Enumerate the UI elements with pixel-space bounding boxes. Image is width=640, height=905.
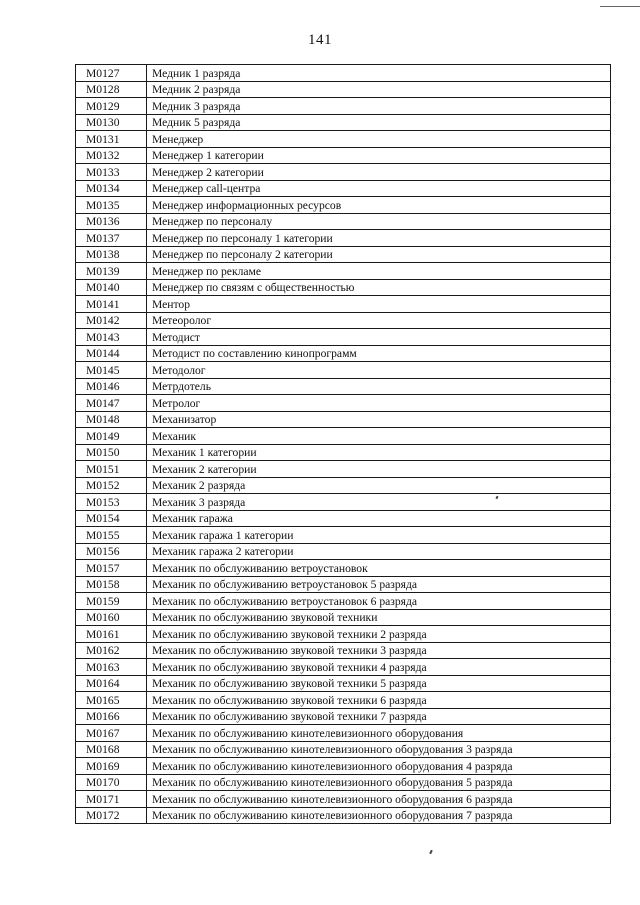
occupation-name: Механик по обслуживанию ветроустановок 6 разряда [147,593,611,610]
occupation-name: Медник 5 разряда [147,114,611,131]
occupation-code: M0127 [76,65,147,82]
occupation-name: Менеджер call-центра [147,180,611,197]
occupation-name: Механик 2 разряда [147,477,611,494]
table-row [76,510,611,527]
table-row [76,98,611,115]
occupation-code: M0139 [76,263,147,280]
occupation-code: M0132 [76,147,147,164]
occupation-name: Метролог [147,395,611,412]
occupation-code: M0170 [76,774,147,791]
scan-edge-line [600,6,640,7]
occupation-code: M0141 [76,296,147,313]
table-row [76,807,611,824]
table-row [76,543,611,560]
occupation-code: M0151 [76,461,147,478]
table-row [76,560,611,577]
occupation-name: Медник 1 разряда [147,65,611,82]
occupation-name: Методолог [147,362,611,379]
occupation-name: Механик по обслуживанию звуковой техники 5 разряда [147,675,611,692]
occupation-code: M0143 [76,329,147,346]
occupation-code: M0154 [76,510,147,527]
occupation-code: M0163 [76,659,147,676]
table-row [76,230,611,247]
table-row [76,131,611,148]
table-row [76,461,611,478]
occupation-name: Механик 2 категории [147,461,611,478]
occupation-code: M0161 [76,626,147,643]
occupation-code: M0172 [76,807,147,824]
occupation-code: M0169 [76,758,147,775]
table-row [76,708,611,725]
occupation-name: Механик по обслуживанию кинотелевизионного оборудования 7 разряда [147,807,611,824]
occupation-name: Механик по обслуживанию звуковой техники 6 разряда [147,692,611,709]
table-row [76,609,611,626]
occupation-name: Механик по обслуживанию ветроустановок 5 разряда [147,576,611,593]
occupation-name: Механик по обслуживанию кинотелевизионного оборудования 5 разряда [147,774,611,791]
table-row [76,362,611,379]
occupation-code: M0153 [76,494,147,511]
table-row [76,692,611,709]
occupation-name: Менеджер по рекламе [147,263,611,280]
occupation-code: M0134 [76,180,147,197]
table-row [76,263,611,280]
occupation-code: M0148 [76,411,147,428]
table-row [76,65,611,82]
occupation-code: M0135 [76,197,147,214]
occupation-name: Механик гаража 1 категории [147,527,611,544]
occupation-code: M0160 [76,609,147,626]
table-row [76,659,611,676]
occupation-name: Механик по обслуживанию кинотелевизионного оборудования 6 разряда [147,791,611,808]
table-row [76,527,611,544]
occupation-name: Механик гаража [147,510,611,527]
occupation-name: Метрдотель [147,378,611,395]
table-body [76,65,611,824]
table-row [76,593,611,610]
occupation-name: Ментор [147,296,611,313]
occupation-name: Механик по обслуживанию звуковой техники 7 разряда [147,708,611,725]
table-row [76,411,611,428]
occupation-code: M0137 [76,230,147,247]
occupation-name: Методист [147,329,611,346]
table-row [76,279,611,296]
occupation-name: Механизатор [147,411,611,428]
occupation-name: Механик 1 категории [147,444,611,461]
occupation-code: M0128 [76,81,147,98]
occupation-code: M0150 [76,444,147,461]
occupation-name: Методист по составлению кинопрограмм [147,345,611,362]
occupation-name: Медник 2 разряда [147,81,611,98]
occupation-name: Менеджер по персоналу [147,213,611,230]
occupation-code: M0142 [76,312,147,329]
occupation-name: Механик гаража 2 категории [147,543,611,560]
table-row [76,164,611,181]
occupation-name: Механик по обслуживанию звуковой техники [147,609,611,626]
occupation-code: M0144 [76,345,147,362]
table-row [76,81,611,98]
table-row [76,741,611,758]
table-row [76,758,611,775]
occupation-name: Механик по обслуживанию звуковой техники 3 разряда [147,642,611,659]
occupation-name: Механик по обслуживанию кинотелевизионного оборудования [147,725,611,742]
table-row [76,378,611,395]
occupation-code: M0158 [76,576,147,593]
occupation-code: M0171 [76,791,147,808]
occupation-code: M0157 [76,560,147,577]
occupation-code: M0152 [76,477,147,494]
table-row [76,642,611,659]
table-row [76,725,611,742]
table-row [76,477,611,494]
table-row [76,428,611,445]
occupation-name: Менеджер по персоналу 2 категории [147,246,611,263]
occupation-code: M0133 [76,164,147,181]
table-row [76,576,611,593]
table-row [76,312,611,329]
occupation-name: Механик [147,428,611,445]
table-row [76,147,611,164]
occupation-code: M0140 [76,279,147,296]
occupation-code: M0168 [76,741,147,758]
occupation-name: Менеджер 2 категории [147,164,611,181]
table-row [76,494,611,511]
occupation-code: M0146 [76,378,147,395]
table-row [76,180,611,197]
table-row [76,345,611,362]
table-row [76,246,611,263]
occupation-code: M0167 [76,725,147,742]
table-row [76,626,611,643]
occupation-code: M0131 [76,131,147,148]
occupation-name: Механик по обслуживанию кинотелевизионного оборудования 4 разряда [147,758,611,775]
occupation-name: Метеоролог [147,312,611,329]
occupation-code: M0145 [76,362,147,379]
table-row [76,395,611,412]
occupation-code: M0166 [76,708,147,725]
occupation-name: Механик по обслуживанию звуковой техники 4 разряда [147,659,611,676]
table-row [76,296,611,313]
occupation-code: M0136 [76,213,147,230]
occupation-name: Механик по обслуживанию кинотелевизионного оборудования 3 разряда [147,741,611,758]
table-row [76,791,611,808]
occupation-name: Менеджер [147,131,611,148]
occupation-name: Механик 3 разряда [147,494,611,511]
scan-speck [429,850,433,854]
table-row [76,213,611,230]
occupation-name: Механик по обслуживанию звуковой техники 2 разряда [147,626,611,643]
table-row [76,444,611,461]
occupation-code: M0164 [76,675,147,692]
occupation-code: M0147 [76,395,147,412]
occupation-name: Менеджер информационных ресурсов [147,197,611,214]
table-row [76,114,611,131]
table-row [76,675,611,692]
occupation-table [75,64,611,824]
occupation-name: Механик по обслуживанию ветроустановок [147,560,611,577]
occupation-code: M0165 [76,692,147,709]
occupation-code: M0156 [76,543,147,560]
occupation-name: Менеджер по персоналу 1 категории [147,230,611,247]
occupation-code: M0162 [76,642,147,659]
occupation-code: M0159 [76,593,147,610]
table-row [76,197,611,214]
occupation-code: M0129 [76,98,147,115]
occupation-name: Медник 3 разряда [147,98,611,115]
occupation-code: M0149 [76,428,147,445]
occupation-code: M0130 [76,114,147,131]
occupation-name: Менеджер 1 категории [147,147,611,164]
occupation-name: Менеджер по связям с общественностью [147,279,611,296]
table-row [76,329,611,346]
page-number: 141 [308,32,332,48]
occupation-code: M0155 [76,527,147,544]
occupation-code: M0138 [76,246,147,263]
table-row [76,774,611,791]
